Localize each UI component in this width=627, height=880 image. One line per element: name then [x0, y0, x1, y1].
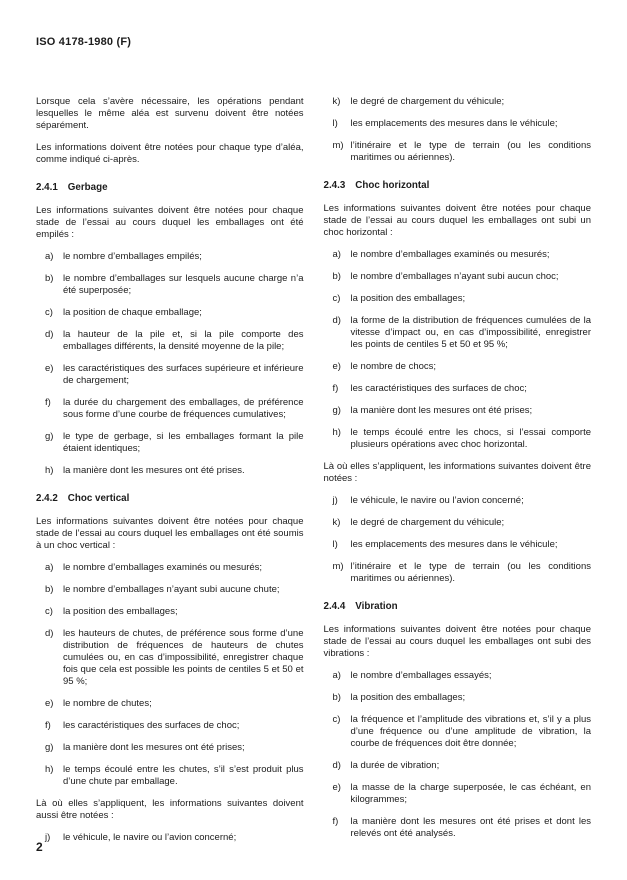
list-item-label: a)	[332, 249, 341, 260]
list-item	[324, 714, 592, 750]
list-item-text: le nombre de chocs;	[350, 361, 437, 372]
list-item-text: la manière dont les mesures ont été prises;	[63, 742, 245, 753]
list-item-label: d)	[332, 760, 341, 771]
list-item-text: la manière dont les mesures ont été prises.	[63, 465, 245, 476]
list-item-label: d)	[45, 329, 54, 340]
list-item	[36, 329, 304, 353]
list-item-text: le véhicule, le navire ou l’avion concerné;	[63, 832, 237, 843]
list-item-label: a)	[45, 251, 54, 262]
list-item-label: m)	[332, 140, 344, 151]
list-item-text: le véhicule, le navire ou l’avion concerné;	[350, 495, 524, 506]
list-item-text: la position de chaque emballage;	[63, 307, 202, 318]
list-item	[324, 140, 592, 164]
list-item-label: a)	[332, 670, 341, 681]
paragraph: Les informations suivantes doivent être notées pour chaque stade de l’essai au cours duquel les emballages ont subi des vibrations :	[323, 624, 591, 659]
list-item-text: la fréquence et l’amplitude des vibrations et, s’il y a plus d’une fréquence ou d’une amplitude de vibration, la courbe de fréquences doit être donnée;	[350, 714, 591, 749]
list-item	[36, 584, 304, 596]
list-item-label: h)	[332, 427, 341, 438]
list-item-text: les caractéristiques des surfaces supérieure et inférieure de chargement;	[63, 363, 304, 386]
list-item-text: le nombre d’emballages examinés ou mesurés;	[350, 249, 550, 260]
list-item-text: les emplacements des mesures dans le véhicule;	[350, 118, 558, 129]
list-item	[324, 315, 592, 351]
list-item-text: le nombre d’emballages empilés;	[63, 251, 202, 262]
list-item-text: le degré de chargement du véhicule;	[350, 96, 505, 107]
list-item-text: l’itinéraire et le type de terrain (ou les conditions maritimes ou aériennes).	[350, 140, 591, 163]
list-item-text: le nombre d’emballages n’ayant subi aucun choc;	[350, 271, 559, 282]
right-column	[324, 96, 592, 854]
list-item-label: c)	[332, 293, 341, 304]
list-item	[36, 698, 304, 710]
document-reference: ISO 4178-1980 (F)	[36, 36, 132, 48]
list-item-label: l)	[332, 539, 338, 550]
list-item-text: le degré de chargement du véhicule;	[350, 517, 505, 528]
section-number: 2.4.4	[323, 601, 346, 612]
list-item-text: la position des emballages;	[63, 606, 178, 617]
paragraph: Les informations suivantes doivent être notées pour chaque stade de l’essai au cours duquel les emballages ont été soumis à un choc vertical :	[36, 516, 304, 551]
list-item-label: d)	[45, 628, 54, 639]
list-item-text: la manière dont les mesures ont été prises;	[350, 405, 533, 416]
list-item-label: b)	[332, 271, 341, 282]
list-item	[324, 670, 592, 682]
list-item-label: j)	[332, 495, 338, 506]
list-item-text: la manière dont les mesures ont été prises et dont les relevés ont été analysés.	[350, 816, 591, 839]
list-item	[36, 720, 304, 732]
list-item	[324, 96, 592, 108]
list-item-label: e)	[332, 361, 341, 372]
list-item	[36, 431, 304, 455]
paragraph: Les informations doivent être notées pour chaque type d’aléa, comme indiqué ci-après.	[36, 142, 304, 165]
list-item-label: d)	[332, 315, 341, 326]
list-item	[36, 307, 304, 319]
list-item-text: le nombre de chutes;	[63, 698, 152, 709]
section-number: 2.4.1	[36, 182, 58, 193]
section-title: Choc horizontal	[355, 180, 430, 191]
list-item	[36, 562, 304, 574]
list-item-text: la hauteur de la pile et, si la pile comporte des emballages différents, la densité moyenne de la pile;	[63, 329, 304, 352]
list-item-label: k)	[332, 517, 341, 528]
list-item-text: le nombre d’emballages sur lesquels aucune charge n’a été superposée;	[63, 273, 304, 296]
list-item-label: k)	[332, 96, 341, 107]
list-item-text: le type de gerbage, si les emballages formant la pile étaient identiques;	[63, 431, 304, 454]
list-item-text: la position des emballages;	[350, 692, 466, 703]
list-item	[324, 383, 592, 395]
list-item-label: f)	[45, 720, 51, 731]
list-item	[324, 249, 592, 261]
list-item-text: la forme de la distribution de fréquences cumulées de la vitesse d’impact ou, en cas d’impossibilité, enregistrer les points de centiles 5 et 50 et 95 %;	[350, 315, 591, 350]
paragraph: Les informations suivantes doivent être notées pour chaque stade de l’essai au cours duquel les emballages ont subi un choc horizontal :	[323, 203, 591, 238]
list-item	[324, 495, 592, 507]
section-heading	[324, 180, 592, 192]
list-item-label: g)	[45, 431, 54, 442]
list-item-label: f)	[332, 383, 339, 394]
list-item-text: le temps écoulé entre les chocs, si l’essai comporte plusieurs opérations avec choc horizontal.	[350, 427, 591, 450]
paragraph: Les informations suivantes doivent être notées pour chaque stade de l’essai au cours duquel les emballages ont été empilés :	[36, 205, 304, 240]
list-item	[324, 692, 592, 704]
paragraph: Là où elles s’appliquent, les informations suivantes doivent aussi être notées :	[36, 798, 304, 821]
section-title: Choc vertical	[67, 493, 130, 504]
left-column	[36, 96, 304, 854]
list-item-text: les hauteurs de chutes, de préférence sous forme d’une distribution de fréquences de hauteurs de chutes cumulées ou, en cas d’impossibilité, enregistrer chaque fois que cela est possible les points de centiles 5 et 50 et 95 %;	[63, 628, 304, 687]
list-item	[324, 760, 592, 772]
list-item	[36, 628, 304, 688]
list-item-label: b)	[332, 692, 341, 703]
list-item-text: les caractéristiques des surfaces de choc;	[63, 720, 240, 731]
list-item	[36, 251, 304, 263]
list-item	[324, 539, 592, 551]
list-item-label: a)	[45, 562, 54, 573]
list-item-text: le nombre d’emballages examinés ou mesurés;	[63, 562, 263, 573]
list-item	[324, 271, 592, 283]
list-item	[36, 832, 304, 844]
page-number: 2	[36, 840, 43, 854]
list-item-label: c)	[45, 606, 53, 617]
list-item-label: e)	[332, 782, 341, 793]
list-item-label: j)	[45, 832, 51, 843]
list-item-text: le nombre d’emballages n’ayant subi aucune chute;	[63, 584, 280, 595]
list-item-label: h)	[45, 465, 54, 476]
list-item	[324, 293, 592, 305]
list-item-text: le nombre d’emballages essayés;	[350, 670, 492, 681]
list-item-label: f)	[45, 397, 51, 408]
section-heading	[36, 493, 304, 505]
section-title: Vibration	[355, 601, 398, 612]
list-item-label: c)	[45, 307, 53, 318]
list-item-label: e)	[45, 698, 54, 709]
list-item	[36, 764, 304, 788]
list-item-text: les caractéristiques des surfaces de choc;	[350, 383, 527, 394]
list-item-label: m)	[332, 561, 344, 572]
two-column-layout	[36, 96, 591, 854]
list-item	[324, 782, 592, 806]
list-item-text: l’itinéraire et le type de terrain (ou les conditions maritimes ou aériennes).	[350, 561, 591, 584]
list-item-label: b)	[45, 273, 54, 284]
list-item-label: c)	[332, 714, 341, 725]
section-number: 2.4.2	[36, 493, 58, 504]
list-item	[324, 427, 592, 451]
list-item-label: g)	[332, 405, 341, 416]
list-item	[324, 118, 592, 130]
list-item	[324, 517, 592, 529]
list-item-label: h)	[45, 764, 54, 775]
list-item	[36, 606, 304, 618]
list-item	[324, 405, 592, 417]
paragraph: Là où elles s’appliquent, les informations suivantes doivent être notées :	[323, 461, 591, 484]
list-item-text: la durée de vibration;	[350, 760, 440, 771]
list-item-label: l)	[332, 118, 338, 129]
list-item-text: la durée du chargement des emballages, de préférence sous forme d’une courbe de fréquences cumulatives;	[63, 397, 304, 420]
list-item-label: f)	[332, 816, 339, 827]
list-item	[324, 361, 592, 373]
list-item-label: g)	[45, 742, 54, 753]
list-item	[324, 561, 592, 585]
list-item	[36, 397, 304, 421]
list-item-text: la masse de la charge superposée, le cas échéant, en kilogrammes;	[350, 782, 591, 805]
list-item-text: le temps écoulé entre les chutes, s’il s’est produit plus d’une chute par emballage.	[63, 764, 304, 787]
section-heading	[324, 601, 592, 613]
list-item-text: la position des emballages;	[350, 293, 466, 304]
list-item	[36, 742, 304, 754]
list-item	[36, 363, 304, 387]
list-item	[324, 816, 592, 840]
list-item	[36, 273, 304, 297]
section-title: Gerbage	[67, 182, 108, 193]
list-item-label: e)	[45, 363, 54, 374]
list-item-text: les emplacements des mesures dans le véhicule;	[350, 539, 558, 550]
list-item	[36, 465, 304, 477]
paragraph: Lorsque cela s’avère nécessaire, les opérations pendant lesquelles le même aléa est survenu doivent être notées séparément.	[36, 96, 304, 131]
section-heading	[36, 182, 304, 194]
list-item-label: b)	[45, 584, 54, 595]
section-number: 2.4.3	[323, 180, 346, 191]
